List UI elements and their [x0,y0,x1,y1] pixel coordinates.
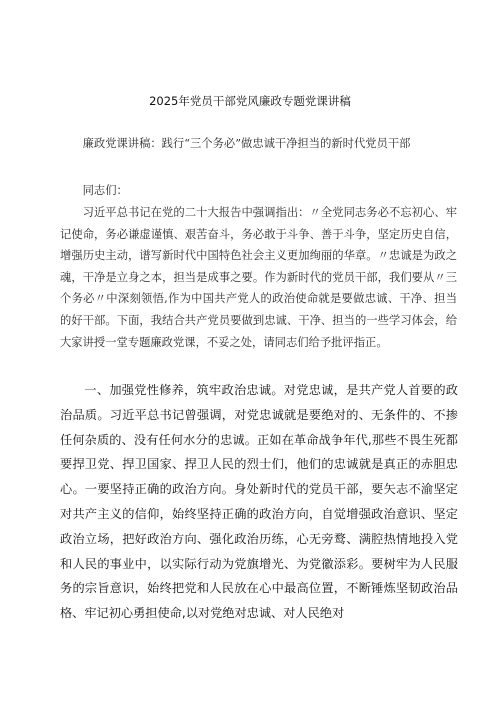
intro-paragraph: 习近平总书记在党的二十大报告中强调指出：〃全党同志务必不忘初心、牢记使命，务必谦虚谨慎、艰苦奋斗，务必敢于斗争、善于斗争，坚定历史自信，增强历史主动，谱写新时代中国特色社会主义更加绚丽的华章。〃忠诚是为政之魂，干净是立身之本，担当是成事之要。作为新时代的党员干部，我们要从〃三个务必〃中深刻领悟,作为中国共产党人的政治使命就是要做忠诚、干净、担当的好干部。下面，我结合共产党员要做到忠诚、干净、担当的一些学习体会，给大家讲授一堂专题廉政党课，不妥之处，请同志们给予批评指正。 [60,206,457,349]
greeting-line: 同志们： [82,184,128,197]
document-subtitle: 廉政党课讲稿：践行“三个务必”做忠诚干净担当的新时代党员干部 [82,137,411,150]
section-one-paragraph: 一、加强党性修养，筑牢政治忠诚。对党忠诚，是共产党人首要的政治品质。习近平总书记曾强调，对党忠诚就是要绝对的、无条件的、不掺任何杂质的、没有任何水分的忠诚。正如在革命战争年代,那些不畏生死都要捍卫党、捍卫国家、捍卫人民的烈士们，他们的忠诚就是真正的赤胆忠心。一要坚持正确的政治方向。身处新时代的党员干部，要矢志不渝坚定对共产主义的信仰，始终坚持正确的政治方向，自觉增强政治意识、坚定政治立场，把好政治方向、强化政治历练，心无旁鹜、满腔热情地投入党和人民的事业中，以实际行动为党旗增光、为党徽添彩。要树牢为人民服务的宗旨意识，始终把党和人民放在心中最高位置，不断锤炼坚韧政治品格、牢记初心勇担使命,以对党绝对忠诚、对人民绝对 [60,383,458,621]
document-title: 2025年党员干部党风廉政专题党课讲稿 [149,94,351,108]
